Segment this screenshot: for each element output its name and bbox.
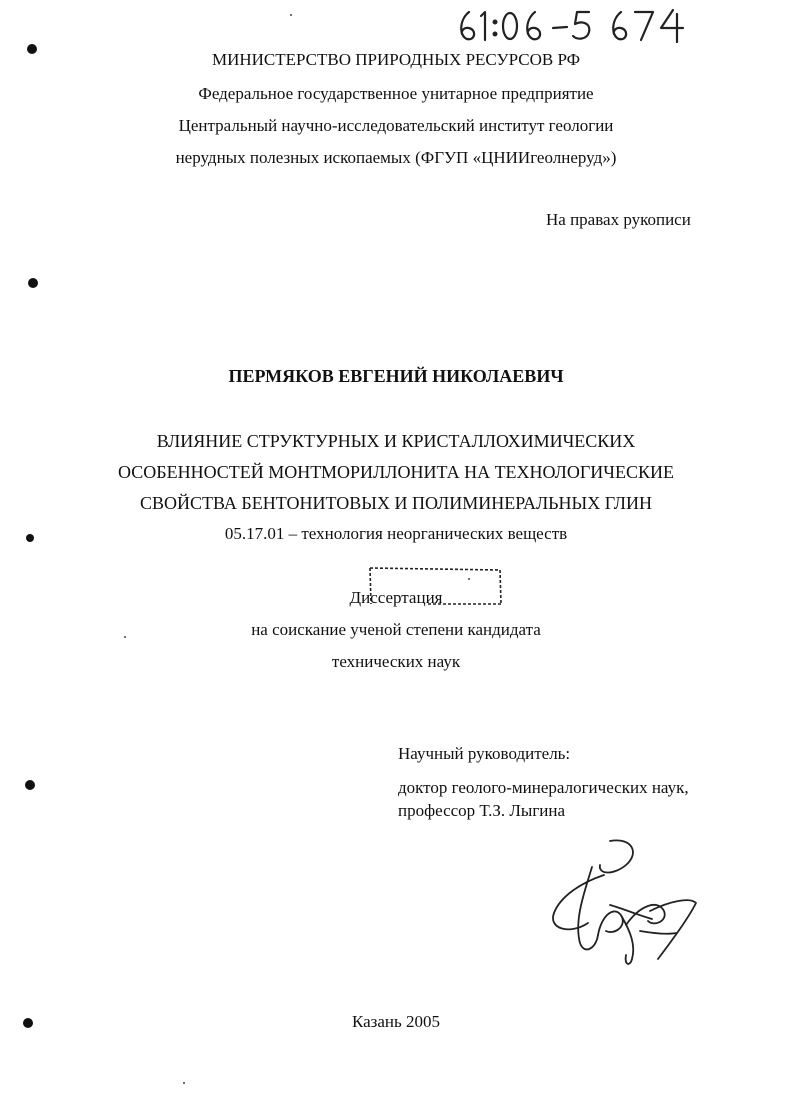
- supervisor-label: Научный руководитель:: [398, 744, 571, 763]
- title-line-2: ОСОБЕННОСТЕЙ МОНТМОРИЛЛОНИТА НА ТЕХНОЛОГИЧЕСКИЕ: [118, 462, 674, 482]
- supervisor-name: профессор Т.З. Лыгина: [398, 801, 566, 820]
- degree-line-1: на соискание ученой степени кандидата: [251, 620, 541, 639]
- place-year: Казань 2005: [351, 1012, 441, 1031]
- specialty-code: 05.17.01 – технология неорганических веществ: [224, 524, 568, 543]
- institution-line-2: Центральный научно-исследовательский институт геологии: [178, 116, 614, 135]
- binder-hole-mark: [25, 780, 35, 790]
- institution-line-1: Федеральное государственное унитарное предприятие: [198, 84, 594, 103]
- institution-line-3: нерудных полезных ископаемых (ФГУП «ЦНИИгеолнеруд»): [175, 148, 617, 167]
- scan-speck: [183, 1082, 185, 1084]
- ministry-name: МИНИСТЕРСТВО ПРИРОДНЫХ РЕСУРСОВ РФ: [211, 50, 581, 69]
- scan-speck: [290, 14, 292, 16]
- supervisor-degree: доктор геолого-минералогических наук,: [398, 778, 689, 797]
- binder-hole-mark: [28, 278, 38, 288]
- work-type: Диссертация: [349, 588, 443, 607]
- signature: [540, 835, 700, 975]
- author-name: ПЕРМЯКОВ ЕВГЕНИЙ НИКОЛАЕВИЧ: [228, 366, 564, 386]
- title-line-3: СВОЙСТВА БЕНТОНИТОВЫХ И ПОЛИМИНЕРАЛЬНЫХ ГЛИН: [140, 493, 652, 513]
- rights-note: На правах рукописи: [546, 210, 691, 229]
- handwritten-archive-number: [455, 6, 695, 46]
- title-line-1: ВЛИЯНИЕ СТРУКТУРНЫХ И КРИСТАЛЛОХИМИЧЕСКИХ: [156, 431, 636, 451]
- degree-line-2: технических наук: [331, 652, 461, 671]
